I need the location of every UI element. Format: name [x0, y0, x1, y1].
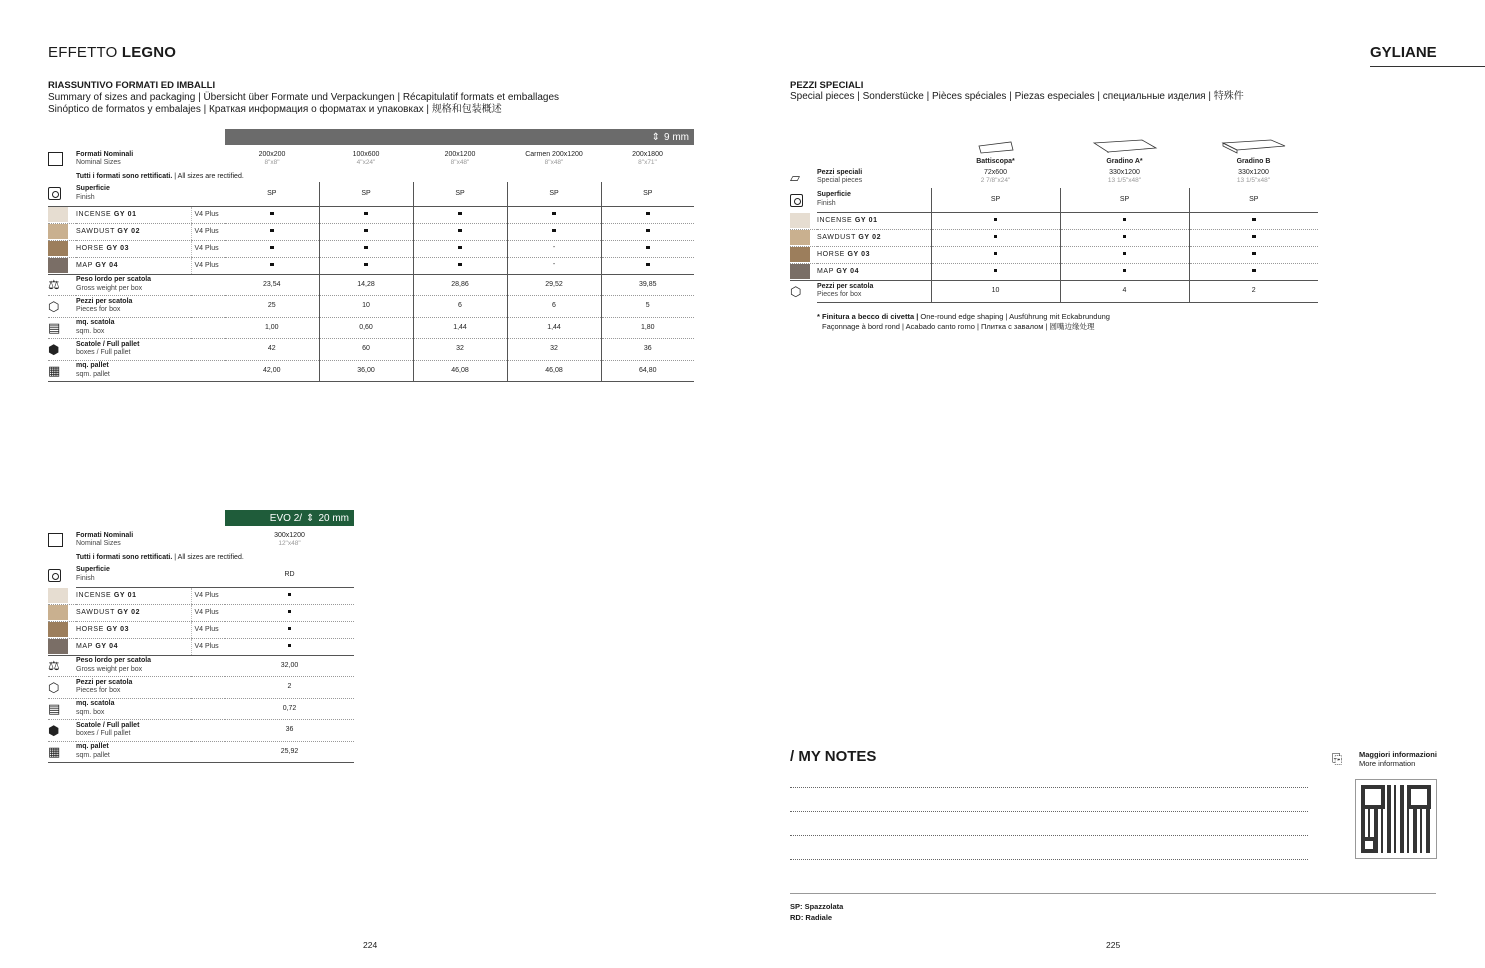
availability-mark: [931, 263, 1060, 280]
finish-sub: Finish: [817, 199, 836, 207]
summary-subtitle-2: Sinóptico de formatos y embalajes | Краткая информация о форматах и упаковках | 规格和包装概述: [48, 104, 502, 115]
pack-value: 32,00: [225, 655, 354, 677]
formats-label: Formati Nominali: [76, 150, 134, 158]
availability-mark: [225, 257, 319, 274]
pack-row: [48, 741, 354, 763]
availability-mark: [413, 223, 507, 240]
color-row: [48, 621, 354, 638]
color-name: SAWDUST GY 02: [817, 229, 931, 246]
finish-icon: [48, 187, 61, 200]
finish-icon: [790, 194, 803, 207]
finish-value: SP: [1060, 188, 1189, 212]
note-line[interactable]: [790, 811, 1308, 812]
availability-mark: [225, 587, 354, 604]
pack-value: 1,80: [601, 317, 694, 339]
pack-label: Pezzi per scatola Pieces for box: [76, 677, 225, 699]
availability-mark: [931, 246, 1060, 263]
pack-value: 29,52: [507, 274, 601, 296]
finish-legend: [790, 901, 843, 923]
finish-icon: [48, 569, 61, 582]
availability-mark: [1060, 212, 1189, 229]
pack-value: 46,08: [507, 360, 601, 382]
size-header: 200x200 8"x8": [258, 150, 286, 166]
pack-row: [48, 677, 354, 699]
availability-mark: [1060, 263, 1189, 280]
box-label: Pezzi per scatola: [817, 282, 874, 290]
pack-label: mq. pallet sqm. pallet: [76, 362, 110, 378]
finish-value: SP: [601, 182, 694, 206]
sizes-table-20mm: [48, 528, 354, 763]
finish-value: SP: [1189, 188, 1318, 212]
availability-mark: [319, 223, 413, 240]
color-row: [48, 257, 694, 274]
piece-size: 330x1200 13 1/5"x48": [1236, 168, 1271, 184]
summary-subtitle-1: Summary of sizes and packaging | Übersicht über Formate und Verpackungen | Récapitulatif formats et emballages: [48, 92, 560, 103]
pack-label: Scatole / Full pallet boxes / Full pallet: [76, 339, 225, 361]
pack-value: 25,92: [280, 747, 299, 755]
pack-value: 23,54: [225, 274, 319, 296]
thickness-band-20mm: [225, 510, 354, 526]
color-row: [48, 604, 354, 621]
pack-value: 36: [601, 339, 694, 361]
piece-size: 330x1200 13 1/5"x48": [1107, 168, 1142, 184]
pack-row: [48, 360, 694, 382]
availability-mark: [225, 638, 354, 655]
finish-sub: Finish: [76, 193, 95, 201]
package-icon: ▦: [48, 363, 61, 379]
pieces-per-box: 2: [1189, 280, 1318, 302]
color-swatch: [790, 264, 810, 279]
pack-value: 5: [601, 296, 694, 318]
pieces-label: Pezzi speciali: [817, 168, 863, 176]
finish-value: SP: [225, 182, 319, 206]
formats-sub: Nominal Sizes: [76, 540, 121, 547]
availability-mark: [413, 240, 507, 257]
pieces-sub: Special pieces: [817, 177, 863, 184]
baseboard-icon: [976, 140, 1016, 154]
package-icon: ⬢: [48, 341, 60, 357]
pack-value: 60: [319, 339, 413, 361]
availability-mark: [601, 240, 694, 257]
thickness-label: 9 mm: [664, 131, 689, 143]
finish-value: SP: [319, 182, 413, 206]
pack-value: 1,44: [413, 317, 507, 339]
package-icon: ⚖: [48, 658, 60, 674]
pack-row: [48, 296, 694, 318]
special-footnote: * Finitura a becco di civetta | One-round edge shaping | Ausführung mit Eckabrundung Façonnage à bord rond | Acabado canto romo | Плитка с завалом | 圆嘴边缘处理: [817, 312, 1110, 331]
rectified-note: Tutti i formati sono rettificati. | All sizes are rectified.: [76, 173, 244, 180]
pack-value: 32: [507, 339, 601, 361]
color-name: HORSE GY 03: [817, 246, 931, 263]
piece-size: 72x600 2 7/8"x24": [980, 168, 1011, 184]
color-row: [790, 246, 1318, 263]
availability-mark: [319, 240, 413, 257]
finish-value: SP: [413, 182, 507, 206]
availability-mark: [225, 621, 354, 638]
color-swatch: [48, 605, 68, 620]
note-line[interactable]: [790, 787, 1308, 788]
color-swatch: [48, 258, 68, 273]
grade-label: V4 Plus: [191, 604, 225, 621]
package-icon: ⚖: [48, 277, 60, 293]
pack-label: mq. scatola sqm. box: [76, 317, 225, 339]
color-swatch: [48, 207, 68, 222]
color-name: SAWDUST GY 02: [76, 223, 191, 240]
availability-mark: -: [507, 240, 601, 257]
pieces-per-box: 10: [931, 280, 1060, 302]
color-swatch: [48, 241, 68, 256]
pack-value: 42,00: [262, 366, 281, 374]
summary-heading: RIASSUNTIVO FORMATI ED IMBALLI: [48, 80, 216, 91]
color-row: [790, 212, 1318, 229]
pack-row: [48, 698, 354, 720]
pack-value: 0,60: [319, 317, 413, 339]
color-name: SAWDUST GY 02: [76, 604, 191, 621]
more-info-label: Maggiori informazioni More information: [1359, 750, 1437, 768]
color-name: MAP GY 04: [76, 257, 191, 274]
piece-header-step-a: Gradino A*: [1060, 132, 1189, 166]
pack-row: [48, 720, 354, 742]
pack-value: 6: [507, 296, 601, 318]
qr-code[interactable]: [1355, 779, 1437, 859]
pack-value: 25: [225, 296, 319, 318]
availability-mark: [1189, 212, 1318, 229]
format-box-icon: [48, 152, 63, 166]
finish-value: SP: [931, 188, 1060, 212]
color-swatch: [48, 224, 68, 239]
pack-value: 46,08: [413, 360, 507, 382]
color-row: [48, 240, 694, 257]
pack-label: Peso lordo per scatola Gross weight per box: [76, 655, 225, 677]
pack-label: mq. pallet sqm. pallet: [76, 743, 110, 759]
header-rule: [1370, 66, 1485, 67]
pack-value: 14,28: [319, 274, 413, 296]
finish-label: Superficie: [817, 191, 851, 199]
availability-mark: [225, 604, 354, 621]
color-swatch: [790, 247, 810, 262]
collection-name: GYLIANE: [1370, 44, 1437, 61]
pack-value: 0,72: [225, 698, 354, 720]
pack-row: [48, 317, 694, 339]
pack-row: [48, 655, 354, 677]
grade-label: V4 Plus: [191, 621, 225, 638]
pack-label: Pezzi per scatola Pieces for box: [76, 296, 225, 318]
thickness-label: 20 mm: [318, 512, 349, 524]
color-name: HORSE GY 03: [76, 621, 191, 638]
package-icon: ⬢: [48, 722, 60, 738]
package-icon: ⬡: [48, 679, 60, 695]
package-icon: ▦: [48, 744, 61, 760]
box-sub: Pieces for box: [817, 291, 862, 298]
color-name: HORSE GY 03: [76, 240, 191, 257]
pack-value: 64,80: [601, 360, 694, 382]
legend-rd: RD: Radiale: [790, 913, 833, 922]
finish-value: RD: [225, 563, 354, 587]
thickness-icon: ⇕: [306, 512, 315, 524]
color-row: [48, 206, 694, 223]
availability-mark: [1189, 246, 1318, 263]
piece-header-baseboard: Battiscopa*: [931, 132, 1060, 166]
section-title: EFFETTO LEGNO: [48, 44, 177, 61]
pack-value: 36: [225, 720, 354, 742]
color-name: INCENSE GY 01: [817, 212, 931, 229]
pack-value: 1,44: [507, 317, 601, 339]
page-number-right: 225: [1106, 940, 1121, 950]
pack-row: [48, 339, 694, 361]
package-icon: ⬡: [48, 298, 60, 314]
finish-label: Superficie: [76, 566, 110, 574]
grade-label: V4 Plus: [191, 257, 225, 274]
page-number-left: 224: [363, 940, 378, 950]
size-header: 200x1200 8"x48": [444, 150, 476, 166]
grade-label: V4 Plus: [191, 240, 225, 257]
thickness-band-9mm: [225, 129, 694, 145]
color-row: [48, 223, 694, 240]
pack-value: 42: [225, 339, 319, 361]
notes-title: / MY NOTES: [790, 748, 877, 765]
availability-mark: [931, 229, 1060, 246]
pack-value: 39,85: [601, 274, 694, 296]
grade-label: V4 Plus: [191, 587, 225, 604]
pack-label: Peso lordo per scatola Gross weight per box: [76, 274, 225, 296]
availability-mark: [1060, 246, 1189, 263]
availability-mark: [225, 240, 319, 257]
special-heading: PEZZI SPECIALI: [790, 80, 864, 91]
availability-mark: [601, 206, 694, 223]
availability-mark: [1060, 229, 1189, 246]
size-header: 300x1200 12"x48": [274, 531, 305, 547]
availability-mark: -: [507, 257, 601, 274]
package-icon: ▤: [48, 320, 61, 336]
grade-label: V4 Plus: [191, 206, 225, 223]
pack-value: 36,00: [319, 360, 413, 382]
grade-label: V4 Plus: [191, 638, 225, 655]
special-piece-icon: ▱: [790, 169, 800, 185]
step-a-icon: [1092, 138, 1158, 154]
pieces-per-box: 4: [1060, 280, 1189, 302]
availability-mark: [225, 206, 319, 223]
color-row: [790, 263, 1318, 280]
availability-mark: [413, 257, 507, 274]
thickness-icon: ⇕: [651, 131, 660, 143]
color-swatch: [790, 230, 810, 245]
grade-label: V4 Plus: [191, 223, 225, 240]
footer-rule: [790, 893, 1436, 894]
availability-mark: [507, 206, 601, 223]
color-name: INCENSE GY 01: [76, 587, 191, 604]
availability-mark: [601, 257, 694, 274]
availability-mark: [1189, 263, 1318, 280]
special-pieces-table: [790, 132, 1318, 303]
finish-sub: Finish: [76, 574, 95, 582]
availability-mark: [931, 212, 1060, 229]
format-box-icon: [48, 533, 63, 547]
availability-mark: [319, 257, 413, 274]
availability-mark: [507, 223, 601, 240]
pack-label: mq. scatola sqm. box: [76, 698, 225, 720]
color-name: MAP GY 04: [76, 638, 191, 655]
sizes-table-9mm: [48, 147, 694, 382]
special-subtitle: Special pieces | Sonderstücke | Pièces spéciales | Piezas especiales | специальные изделия | 特殊件: [790, 91, 1244, 102]
finish-label: Superficie: [76, 185, 110, 193]
availability-mark: [601, 223, 694, 240]
book-info-icon: ⎘: [1332, 751, 1343, 766]
color-swatch: [48, 639, 68, 654]
note-line[interactable]: [790, 835, 1308, 836]
pack-label: Scatole / Full pallet boxes / Full pallet: [76, 720, 225, 742]
formats-sub: Nominal Sizes: [76, 159, 121, 166]
package-icon: ⬡: [790, 283, 802, 299]
finish-value: SP: [507, 182, 601, 206]
pack-value: 6: [413, 296, 507, 318]
color-name: INCENSE GY 01: [76, 206, 191, 223]
pack-value: 1,00: [225, 317, 319, 339]
note-line[interactable]: [790, 859, 1308, 860]
step-b-icon: [1221, 138, 1287, 154]
formats-label: Formati Nominali: [76, 531, 134, 539]
color-swatch: [790, 213, 810, 228]
evo-badge: EVO 2/: [269, 512, 303, 524]
package-icon: ▤: [48, 701, 61, 717]
piece-header-step-b: Gradino B: [1189, 132, 1318, 166]
availability-mark: [1189, 229, 1318, 246]
pack-value: 32: [413, 339, 507, 361]
size-header: 100x600 4"x24": [352, 150, 380, 166]
color-swatch: [48, 622, 68, 637]
availability-mark: [225, 223, 319, 240]
color-row: [48, 587, 354, 604]
size-header: Carmen 200x1200 8"x48": [525, 150, 583, 166]
size-header: 200x1800 8"x71": [632, 150, 663, 166]
availability-mark: [319, 206, 413, 223]
pack-value: 2: [225, 677, 354, 699]
color-row: [48, 638, 354, 655]
pack-row: [48, 274, 694, 296]
legend-sp: SP: Spazzolata: [790, 902, 844, 911]
pack-value: 28,86: [413, 274, 507, 296]
availability-mark: [413, 206, 507, 223]
color-row: [790, 229, 1318, 246]
pencil-icon: /: [790, 748, 799, 765]
color-name: MAP GY 04: [817, 268, 860, 275]
color-swatch: [48, 588, 68, 603]
pack-value: 10: [319, 296, 413, 318]
rectified-note: Tutti i formati sono rettificati. | All sizes are rectified.: [76, 554, 244, 561]
